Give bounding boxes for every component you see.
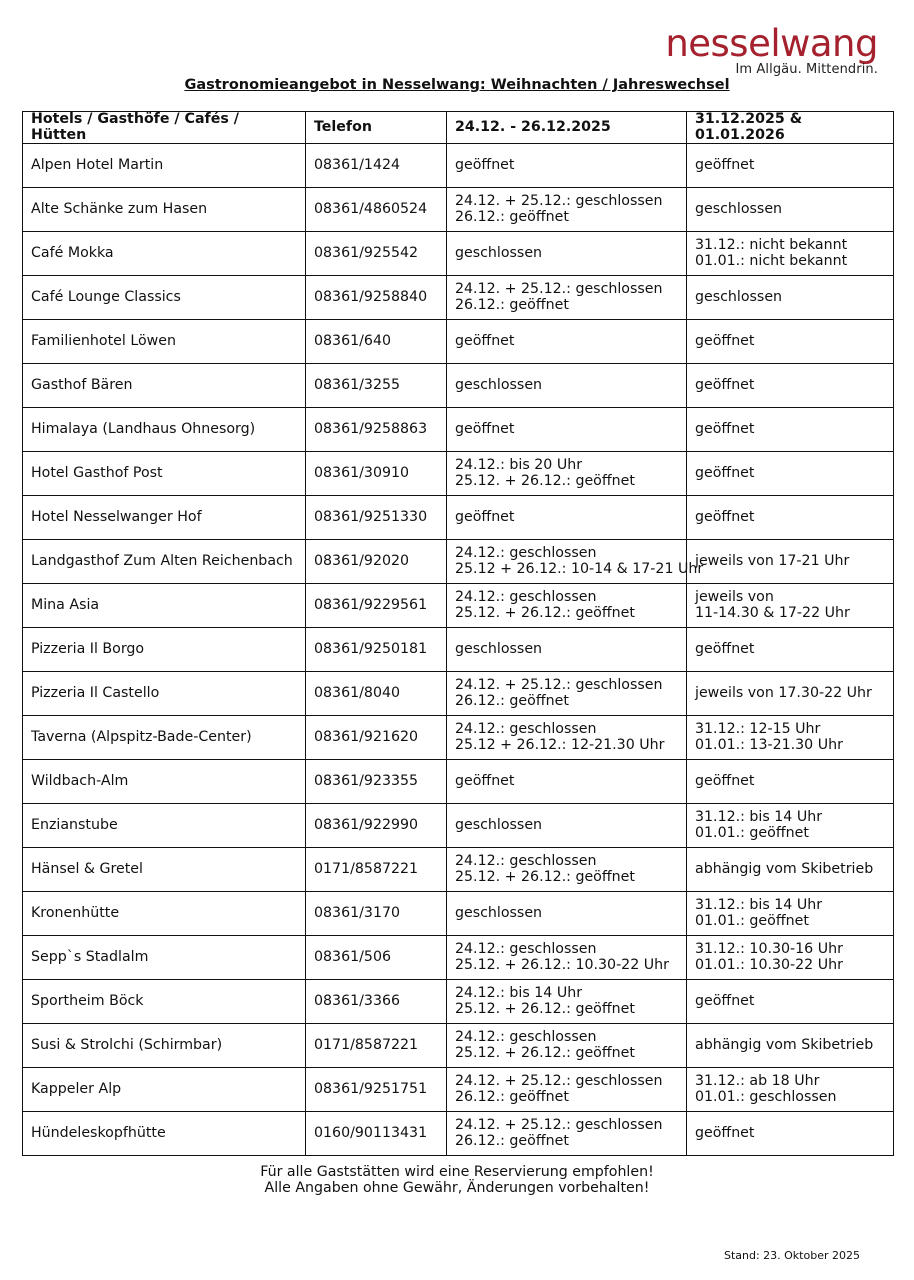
cell-newyear-line: 01.01.: geschlossen [695, 1088, 837, 1105]
table-row [23, 1068, 894, 1112]
cell-phone: 0171/8587221 [306, 848, 447, 892]
cell-newyear [687, 804, 894, 848]
cell-christmas-line: geöffnet [455, 156, 515, 173]
cell-christmas [447, 1112, 687, 1156]
cell-newyear-line: geöffnet [695, 1124, 755, 1141]
cell-name: Gasthof Bären [23, 364, 306, 408]
header-newyear: 31.12.2025 & 01.01.2026 [687, 112, 894, 144]
cell-christmas-line: 25.12. + 26.12.: geöffnet [455, 1044, 635, 1061]
cell-name: Café Mokka [23, 232, 306, 276]
cell-christmas-line: 24.12. + 25.12.: geschlossen [455, 677, 663, 693]
cell-phone: 08361/640 [306, 320, 447, 364]
cell-newyear [687, 848, 894, 892]
cell-phone: 08361/30910 [306, 452, 447, 496]
cell-phone: 0160/90113431 [306, 1112, 447, 1156]
cell-newyear-line: geöffnet [695, 156, 755, 173]
table-row [23, 540, 894, 584]
cell-newyear-line: abhängig vom Skibetrieb [695, 1036, 874, 1053]
cell-newyear-line: 31.12.: 10.30-16 Uhr [695, 941, 843, 957]
table-row [23, 496, 894, 540]
cell-newyear [687, 672, 894, 716]
cell-newyear [687, 936, 894, 980]
cell-christmas-line: 24.12.: geschlossen [455, 589, 597, 605]
cell-phone: 08361/3366 [306, 980, 447, 1024]
cell-newyear-line: geöffnet [695, 332, 755, 349]
cell-christmas-line: 25.12. + 26.12.: 10.30-22 Uhr [455, 956, 669, 973]
table-row [23, 760, 894, 804]
cell-christmas [447, 320, 687, 364]
cell-name: Wildbach-Alm [23, 760, 306, 804]
cell-christmas-line: 25.12 + 26.12.: 12-21.30 Uhr [455, 736, 665, 753]
cell-phone: 08361/3255 [306, 364, 447, 408]
cell-newyear-line: geöffnet [695, 508, 755, 525]
cell-newyear [687, 320, 894, 364]
table-row [23, 584, 894, 628]
cell-newyear [687, 628, 894, 672]
cell-name: Taverna (Alpspitz-Bade-Center) [23, 716, 306, 760]
cell-newyear [687, 144, 894, 188]
cell-name: Himalaya (Landhaus Ohnesorg) [23, 408, 306, 452]
cell-name: Hotel Nesselwanger Hof [23, 496, 306, 540]
cell-newyear-line: 01.01.: geöffnet [695, 912, 809, 929]
cell-christmas-line: geschlossen [455, 904, 543, 921]
cell-newyear [687, 584, 894, 628]
cell-name: Hündeleskopfhütte [23, 1112, 306, 1156]
cell-name: Hänsel & Gretel [23, 848, 306, 892]
cell-newyear [687, 408, 894, 452]
cell-christmas-line: 24.12. + 25.12.: geschlossen [455, 281, 663, 297]
cell-phone: 08361/922990 [306, 804, 447, 848]
cell-newyear [687, 232, 894, 276]
cell-newyear [687, 452, 894, 496]
cell-christmas-line: geöffnet [455, 332, 515, 349]
cell-newyear-line: jeweils von 17-21 Uhr [695, 552, 850, 569]
cell-name: Café Lounge Classics [23, 276, 306, 320]
cell-christmas-line: 25.12. + 26.12.: geöffnet [455, 472, 635, 489]
table-row [23, 408, 894, 452]
table-row [23, 804, 894, 848]
cell-christmas-line: 24.12.: bis 20 Uhr [455, 457, 583, 473]
cell-newyear-line: abhängig vom Skibetrieb [695, 860, 874, 877]
cell-name: Alte Schänke zum Hasen [23, 188, 306, 232]
cell-christmas-line: 26.12.: geöffnet [455, 208, 569, 225]
cell-christmas [447, 408, 687, 452]
header-christmas: 24.12. - 26.12.2025 [447, 112, 687, 144]
cell-christmas-line: geöffnet [455, 772, 515, 789]
table-row [23, 980, 894, 1024]
cell-phone: 08361/3170 [306, 892, 447, 936]
cell-newyear-line: geöffnet [695, 420, 755, 437]
cell-newyear-line: geschlossen [695, 200, 783, 217]
nesselwang-logo [665, 22, 878, 77]
table-row [23, 936, 894, 980]
cell-phone: 08361/92020 [306, 540, 447, 584]
cell-newyear [687, 892, 894, 936]
table-header-row [23, 112, 894, 144]
cell-christmas-line: 25.12. + 26.12.: geöffnet [455, 604, 635, 621]
cell-newyear-line: 31.12.: nicht bekannt [695, 237, 848, 253]
cell-christmas [447, 364, 687, 408]
disclaimer-note: Alle Angaben ohne Gewähr, Änderungen vorbehalten! [264, 1180, 650, 1196]
cell-newyear-line: geöffnet [695, 376, 755, 393]
cell-newyear [687, 276, 894, 320]
table-row [23, 188, 894, 232]
cell-christmas-line: 24.12.: geschlossen [455, 941, 597, 957]
cell-name: Enzianstube [23, 804, 306, 848]
cell-phone: 08361/4860524 [306, 188, 447, 232]
cell-christmas-line: geschlossen [455, 244, 543, 261]
header-name: Hotels / Gasthöfe / Cafés / Hütten [23, 112, 306, 144]
cell-christmas [447, 716, 687, 760]
cell-christmas [447, 540, 704, 584]
cell-christmas-line: 24.12. + 25.12.: geschlossen [455, 193, 663, 209]
cell-newyear [687, 1112, 894, 1156]
cell-name: Hotel Gasthof Post [23, 452, 306, 496]
cell-christmas [447, 804, 687, 848]
cell-name: Sepp`s Stadlalm [23, 936, 306, 980]
cell-name: Familienhotel Löwen [23, 320, 306, 364]
cell-name: Pizzeria Il Borgo [23, 628, 306, 672]
cell-phone: 08361/8040 [306, 672, 447, 716]
cell-christmas-line: geschlossen [455, 816, 543, 833]
cell-christmas-line: 26.12.: geöffnet [455, 1132, 569, 1149]
cell-newyear [687, 188, 894, 232]
cell-christmas [447, 1024, 687, 1068]
table-row [23, 276, 894, 320]
table-row [23, 452, 894, 496]
cell-newyear [687, 1024, 894, 1068]
cell-christmas [447, 672, 687, 716]
cell-name: Susi & Strolchi (Schirmbar) [23, 1024, 306, 1068]
cell-christmas [447, 848, 687, 892]
logo-tagline: Im Allgäu. Mittendrin. [735, 62, 878, 77]
cell-newyear [687, 1068, 894, 1112]
table-body [23, 144, 894, 1156]
cell-phone: 08361/9258840 [306, 276, 447, 320]
cell-newyear-line: geschlossen [695, 288, 783, 305]
cell-newyear [687, 716, 894, 760]
cell-phone: 08361/9229561 [306, 584, 447, 628]
cell-newyear-line: 31.12.: bis 14 Uhr [695, 897, 823, 913]
cell-christmas-line: 24.12.: bis 14 Uhr [455, 985, 583, 1001]
cell-phone: 08361/9251330 [306, 496, 447, 540]
cell-christmas-line: 24.12.: geschlossen [455, 721, 597, 737]
cell-christmas [447, 144, 687, 188]
cell-christmas [447, 188, 687, 232]
cell-christmas-line: 24.12.: geschlossen [455, 853, 597, 869]
cell-christmas [447, 1068, 687, 1112]
cell-newyear-line: 31.12.: bis 14 Uhr [695, 809, 823, 825]
cell-christmas-line: 24.12. + 25.12.: geschlossen [455, 1117, 663, 1133]
table-row [23, 1024, 894, 1068]
cell-christmas-line: 25.12. + 26.12.: geöffnet [455, 868, 635, 885]
cell-phone: 08361/925542 [306, 232, 447, 276]
cell-christmas-line: 24.12.: geschlossen [455, 545, 597, 561]
cell-christmas-line: geöffnet [455, 420, 515, 437]
cell-christmas-line: 25.12. + 26.12.: geöffnet [455, 1000, 635, 1017]
cell-name: Pizzeria Il Castello [23, 672, 306, 716]
cell-newyear-line: 11-14.30 & 17-22 Uhr [695, 604, 850, 621]
cell-christmas-line: 25.12 + 26.12.: 10-14 & 17-21 Uhr [455, 560, 704, 577]
table-row [23, 320, 894, 364]
cell-christmas [447, 936, 687, 980]
table-row [23, 1112, 894, 1156]
cell-christmas [447, 452, 687, 496]
cell-newyear-line: jeweils von 17.30-22 Uhr [695, 684, 872, 701]
cell-phone: 08361/9250181 [306, 628, 447, 672]
cell-newyear-line: geöffnet [695, 772, 755, 789]
cell-phone: 08361/9258863 [306, 408, 447, 452]
cell-christmas [447, 584, 687, 628]
table-row [23, 672, 894, 716]
cell-christmas [447, 496, 687, 540]
cell-christmas [447, 980, 687, 1024]
cell-christmas-line: 24.12.: geschlossen [455, 1029, 597, 1045]
table-row [23, 232, 894, 276]
cell-newyear [687, 364, 894, 408]
cell-christmas-line: 26.12.: geöffnet [455, 692, 569, 709]
cell-christmas-line: 24.12. + 25.12.: geschlossen [455, 1073, 663, 1089]
cell-newyear-line: 01.01.: nicht bekannt [695, 252, 848, 269]
cell-name: Sportheim Böck [23, 980, 306, 1024]
cell-newyear-line: 31.12.: ab 18 Uhr [695, 1073, 820, 1089]
table-row [23, 144, 894, 188]
cell-newyear [687, 496, 894, 540]
stand-date: Stand: 23. Oktober 2025 [723, 1249, 860, 1262]
gastronomy-table [22, 111, 894, 1156]
reservation-note: Für alle Gaststätten wird eine Reservierung empfohlen! [260, 1164, 654, 1180]
cell-newyear-line: geöffnet [695, 464, 755, 481]
cell-name: Kappeler Alp [23, 1068, 306, 1112]
cell-name: Landgasthof Zum Alten Reichenbach [23, 540, 306, 584]
cell-christmas [447, 760, 687, 804]
header-phone: Telefon [306, 112, 447, 144]
cell-phone: 08361/1424 [306, 144, 447, 188]
cell-newyear-line: jeweils von [695, 589, 774, 605]
cell-christmas-line: geöffnet [455, 508, 515, 525]
table-row [23, 716, 894, 760]
cell-newyear [687, 980, 894, 1024]
cell-phone: 08361/921620 [306, 716, 447, 760]
cell-newyear-line: 01.01.: geöffnet [695, 824, 809, 841]
cell-christmas [447, 628, 687, 672]
cell-phone: 08361/9251751 [306, 1068, 447, 1112]
cell-christmas [447, 276, 687, 320]
cell-christmas [447, 232, 687, 276]
footer-note [0, 1164, 914, 1196]
cell-name: Mina Asia [23, 584, 306, 628]
cell-phone: 08361/923355 [306, 760, 447, 804]
table-row [23, 628, 894, 672]
cell-newyear-line: geöffnet [695, 640, 755, 657]
cell-christmas-line: 26.12.: geöffnet [455, 296, 569, 313]
cell-phone: 0171/8587221 [306, 1024, 447, 1068]
cell-name: Alpen Hotel Martin [23, 144, 306, 188]
cell-newyear [687, 540, 894, 584]
cell-newyear-line: 01.01.: 13-21.30 Uhr [695, 736, 843, 753]
table-row [23, 848, 894, 892]
cell-newyear-line: geöffnet [695, 992, 755, 1009]
logo-wordmark: nesselwang [665, 22, 878, 65]
cell-christmas-line: geschlossen [455, 640, 543, 657]
cell-christmas-line: 26.12.: geöffnet [455, 1088, 569, 1105]
cell-newyear-line: 01.01.: 10.30-22 Uhr [695, 956, 843, 973]
table-row [23, 364, 894, 408]
cell-christmas-line: geschlossen [455, 376, 543, 393]
cell-newyear [687, 760, 894, 804]
cell-name: Kronenhütte [23, 892, 306, 936]
cell-newyear-line: 31.12.: 12-15 Uhr [695, 721, 821, 737]
page-title: Gastronomieangebot in Nesselwang: Weihnachten / Jahreswechsel [184, 77, 730, 93]
cell-phone: 08361/506 [306, 936, 447, 980]
cell-christmas [447, 892, 687, 936]
table-row [23, 892, 894, 936]
